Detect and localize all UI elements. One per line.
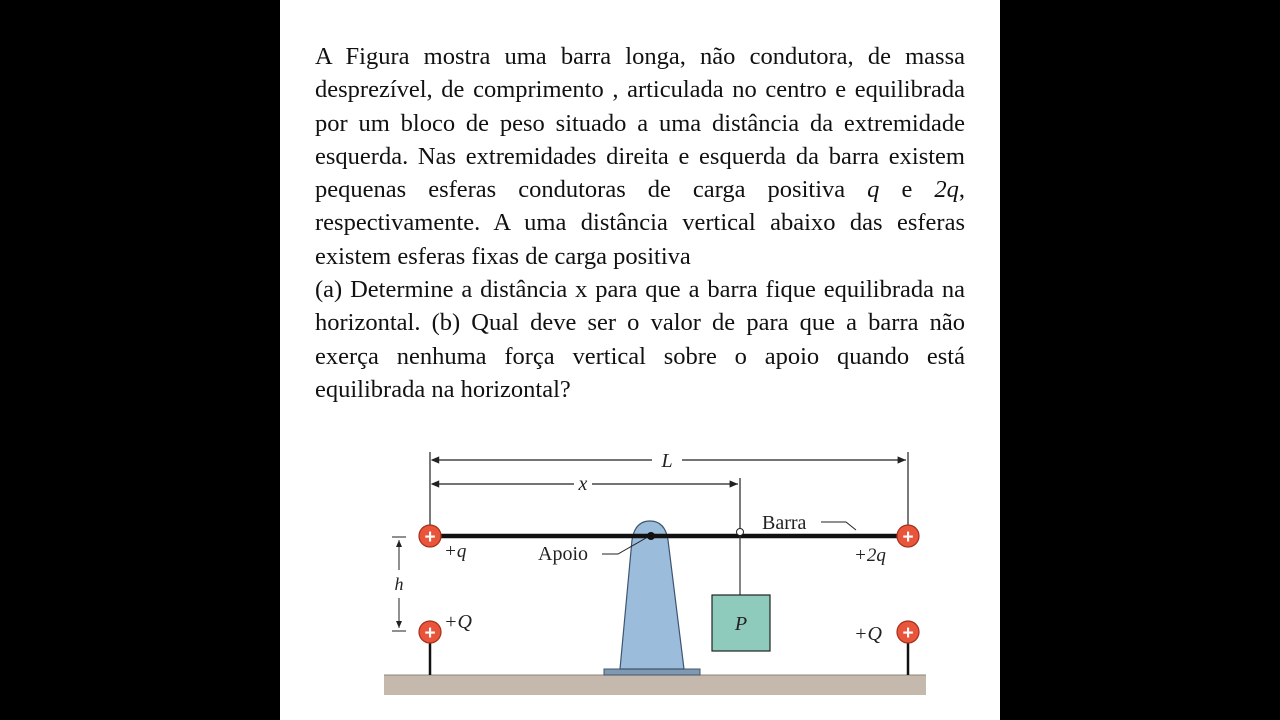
plus-sign: + [902, 527, 914, 548]
document-page [280, 0, 1000, 720]
bar-label: Barra [762, 512, 807, 534]
height-label: h [394, 574, 404, 594]
weight-block [712, 529, 770, 652]
distance-label: x [578, 473, 588, 495]
problem-questions: (a) Determine a distância x para que a barra fique equilibrada na horizontal. (b) Qual deve ser o valor de para que a barra não exerça nenhuma força vertical sobre o apoio quando está equilibrada na horizontal? [315, 276, 965, 403]
right-bar-charge-label: +2q [854, 545, 886, 566]
right-fixed-charge-label: +Q [854, 623, 882, 645]
length-dimension [430, 450, 908, 528]
plus-sign: + [424, 527, 436, 548]
problem-intro: A Figura mostra uma barra longa, não condutora, de massa desprezível, de comprimento , articulada no centro e equilibrada por um bloco de peso situado a uma distância da extremidade esquerda. Nas extremidades direita e esquerda da barra existem pequenas esferas condutoras de carga positiva [315, 43, 965, 204]
problem-continuation: , respectivamente. A uma distância vertical abaixo das esferas existem esferas fixas de carga positiva [315, 176, 965, 270]
charge-2q-symbol: 2q [934, 176, 959, 204]
bar-leader-line [821, 522, 856, 530]
block-label: P [734, 613, 748, 635]
left-fixed-charge-label: +Q [444, 611, 472, 633]
distance-dimension [432, 473, 740, 528]
pivot-support [604, 521, 700, 675]
left-fixed-sphere [419, 621, 441, 675]
left-bar-charge-label: +q [444, 541, 467, 562]
plus-sign: + [424, 623, 436, 644]
charge-q-symbol: q [867, 176, 880, 204]
height-dimension [392, 537, 406, 631]
plus-sign: + [902, 623, 914, 644]
ground [384, 675, 926, 695]
length-label: L [661, 450, 673, 472]
physics-figure [280, 0, 1000, 720]
pivot-label: Apoio [538, 543, 588, 565]
right-bar-sphere [897, 525, 919, 548]
conjunction: e [879, 176, 935, 204]
left-bar-sphere [419, 525, 441, 548]
right-fixed-sphere [897, 621, 919, 675]
